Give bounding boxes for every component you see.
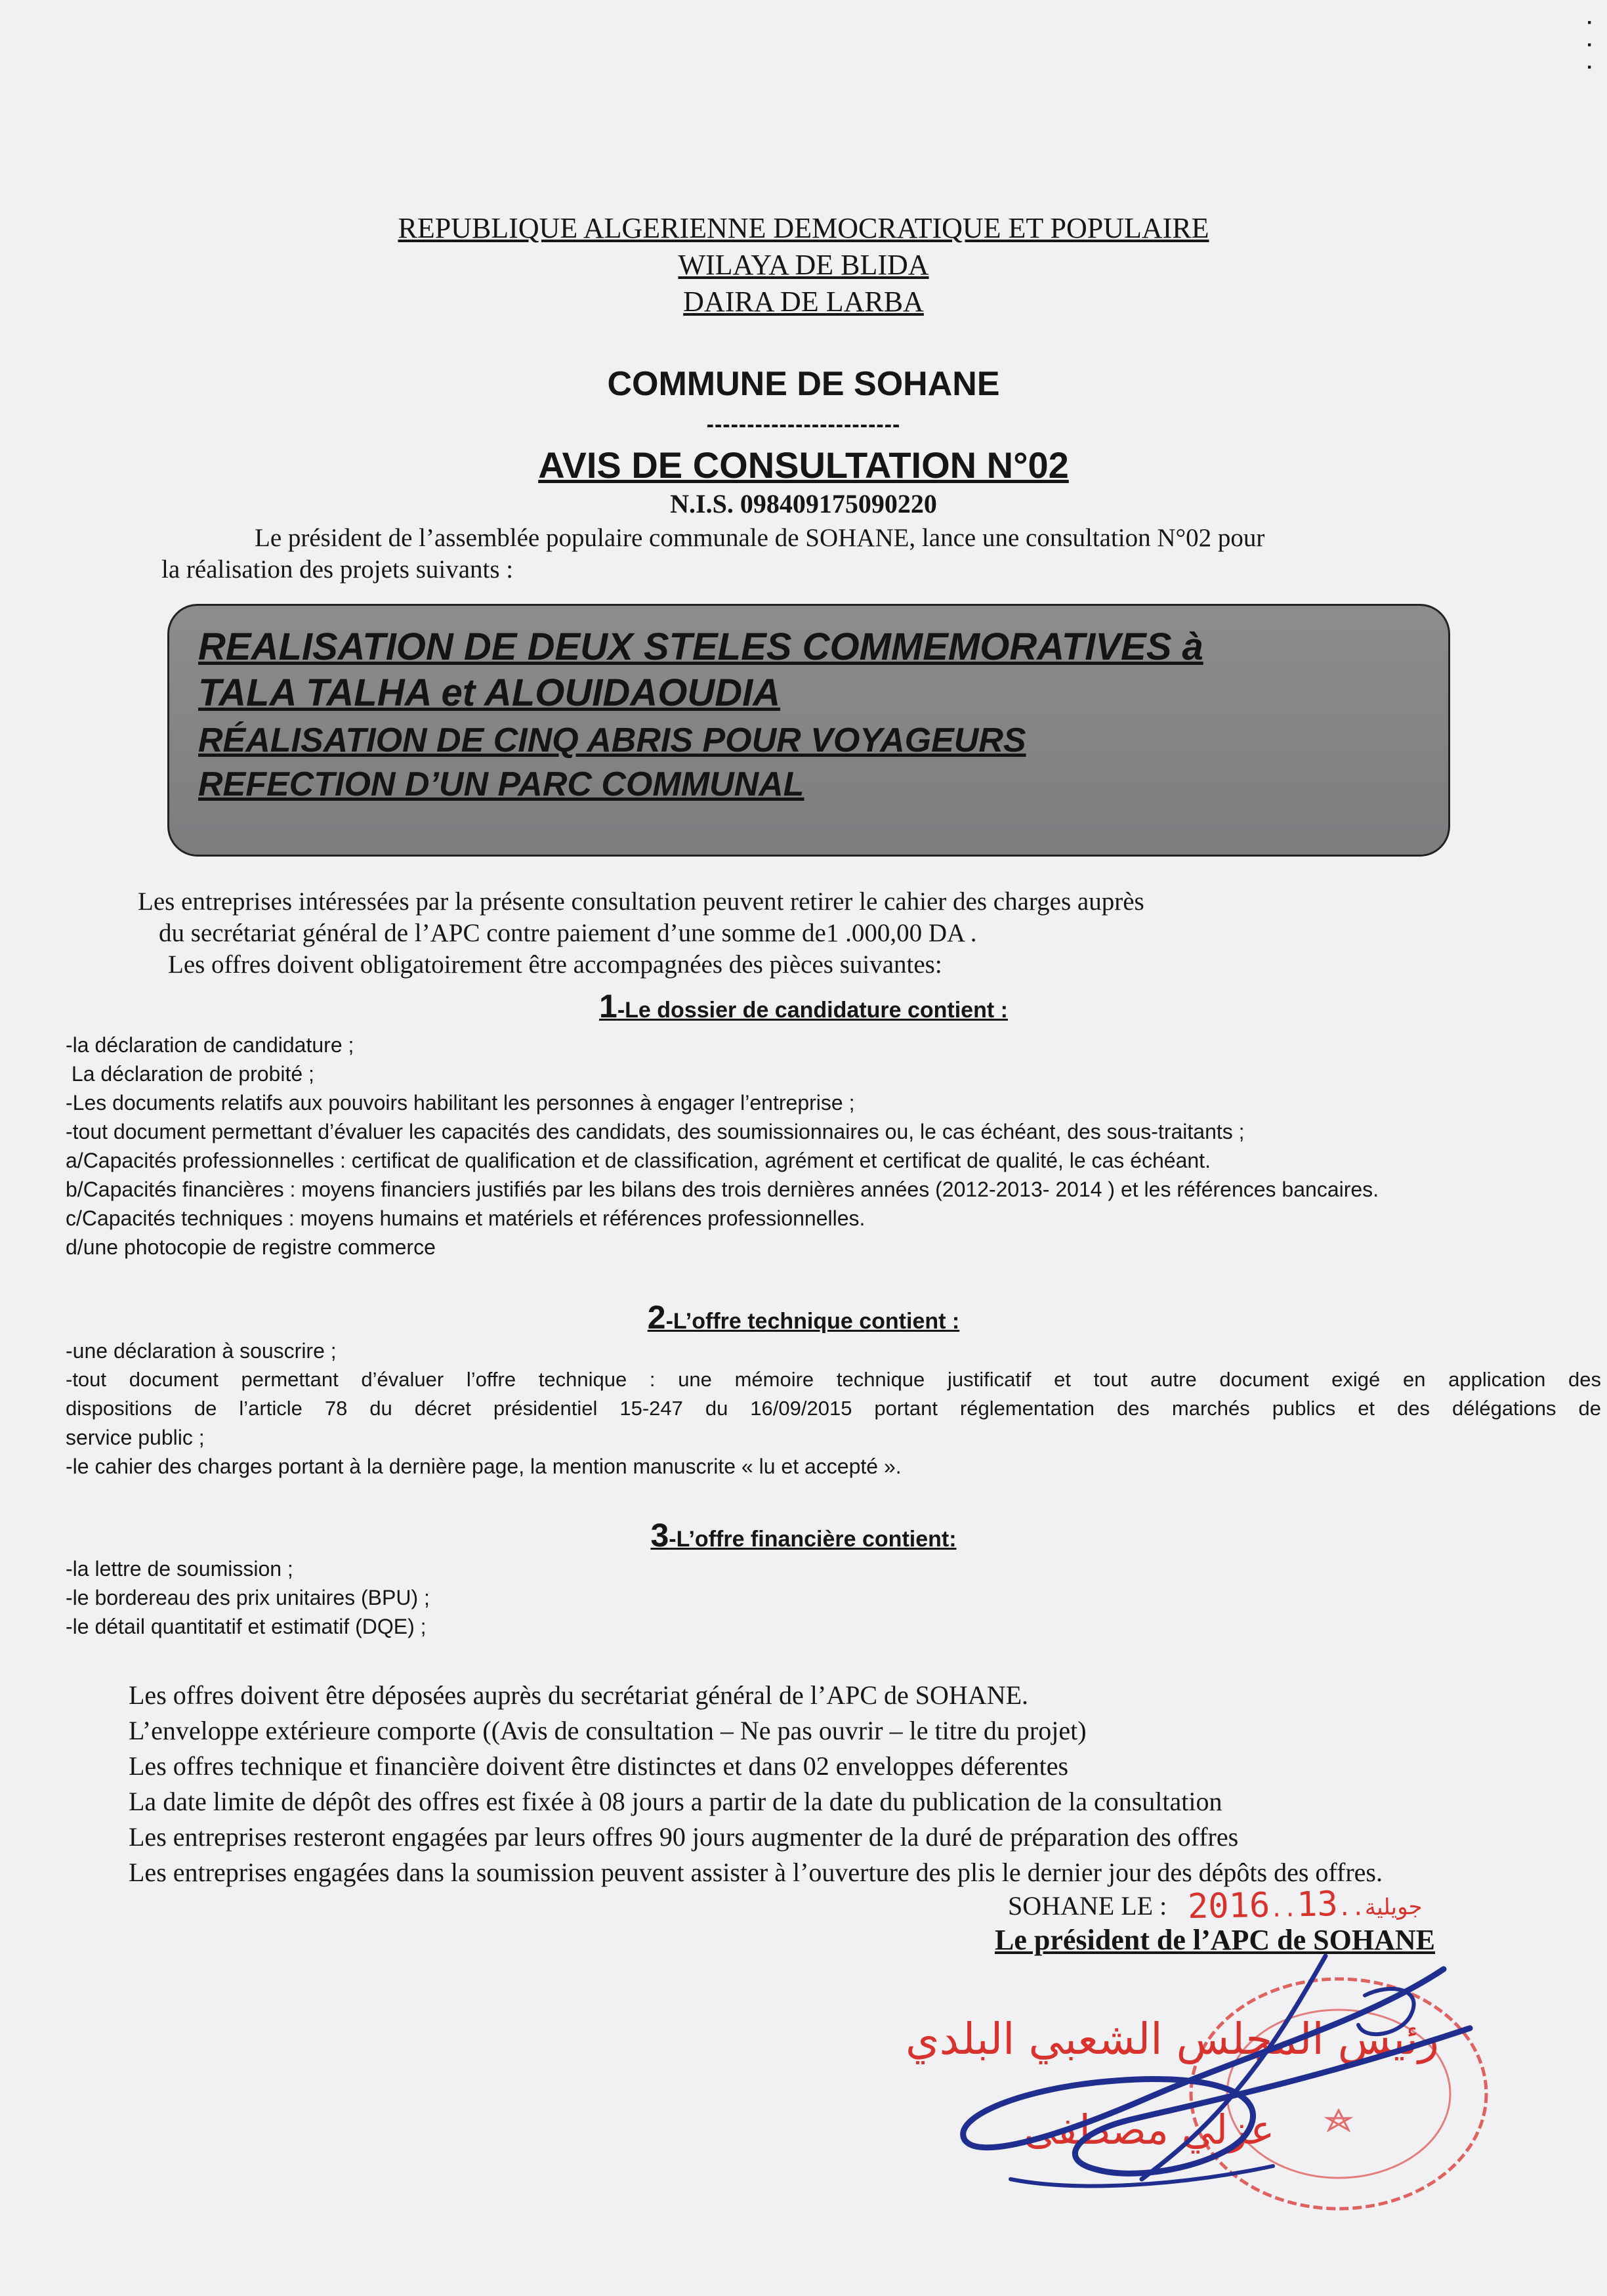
project-line-3: RÉALISATION DE CINQ ABRIS POUR VOYAGEURS bbox=[198, 721, 1026, 759]
section-3-title bbox=[0, 1516, 1607, 1554]
arabic-stamp-title: رئيس المجلس الشعبي البلدي bbox=[906, 2014, 1440, 2064]
closing-line-1: Les offres doivent être déposées auprès du secrétariat général de l’APC de SOHANE. bbox=[129, 1680, 1029, 1710]
header-wilaya: WILAYA DE BLIDA bbox=[678, 249, 929, 281]
closing-line-3: Les offres technique et financière doivent être distinctes et dans 02 enveloppes déferentes bbox=[129, 1751, 1069, 1781]
list-item: -le bordereau des prix unitaires (BPU) ; bbox=[66, 1586, 430, 1609]
corner-marks: · · · bbox=[1587, 12, 1593, 78]
closing-line-5: Les entreprises resteront engagées par leurs offres 90 jours augmenter de la duré de préparation des offres bbox=[129, 1822, 1239, 1852]
list-item: -une déclaration à souscrire ; bbox=[66, 1339, 337, 1363]
stamp-day: 13 bbox=[1296, 1884, 1339, 1925]
list-item: -le détail quantitatif et estimatif (DQE) ; bbox=[66, 1615, 427, 1638]
list-item: c/Capacités techniques : moyens humains et matériels et références professionnelles. bbox=[66, 1206, 866, 1230]
stamp-year: 2016 bbox=[1187, 1885, 1270, 1927]
list-item: dispositions de l’article 78 du décret présidentiel 15-247 du 16/09/2015 portant réglementation des marchés publics et des délégations de bbox=[66, 1397, 1601, 1420]
place-date: SOHANE LE : bbox=[1008, 1891, 1167, 1921]
intro-line-2: la réalisation des projets suivants : bbox=[161, 555, 514, 584]
list-item: b/Capacités financières : moyens financiers justifiés par les bilans des trois dernières années (2012-2013- 2014 ) et les références bancaires. bbox=[66, 1178, 1379, 1201]
closing-line-4: La date limite de dépôt des offres est fixée à 08 jours a partir de la date du publication de la consultation bbox=[129, 1787, 1222, 1816]
project-line-4: REFECTION D’UN PARC COMMUNAL bbox=[198, 765, 804, 803]
closing-line-2: L’enveloppe extérieure comporte ((Avis de consultation – Ne pas ouvrir – le titre du projet) bbox=[129, 1716, 1087, 1745]
stamp-dots: .. bbox=[1269, 1896, 1297, 1923]
list-item: service public ; bbox=[66, 1426, 205, 1449]
header-republic: REPUBLIQUE ALGERIENNE DEMOCRATIQUE ET POPULAIRE bbox=[398, 212, 1209, 244]
nis-number: N.I.S. 098409175090220 bbox=[670, 489, 937, 519]
para-line-2: du secrétariat général de l’APC contre paiement d’une somme de1 .000,00 DA . bbox=[159, 919, 977, 947]
arabic-stamp-name: عزلي مصطفى bbox=[1024, 2106, 1275, 2154]
project-line-1: REALISATION DE DEUX STELES COMMEMORATIVES à bbox=[198, 626, 1203, 668]
list-item: d/une photocopie de registre commerce bbox=[66, 1235, 436, 1259]
list-item: -Les documents relatifs aux pouvoirs habilitant les personnes à engager l’entreprise ; bbox=[66, 1091, 855, 1115]
section-3-number: 3 bbox=[650, 1517, 669, 1554]
list-item: La déclaration de probité ; bbox=[66, 1062, 314, 1086]
list-item: -la déclaration de candidature ; bbox=[66, 1033, 354, 1057]
project-line-2: TALA TALHA et ALOUIDAOUDIA bbox=[198, 671, 781, 714]
stamp-month: جويلية bbox=[1364, 1893, 1423, 1921]
section-2-label: -L’offre technique contient : bbox=[665, 1309, 960, 1334]
signatory-title: Le président de l’APC de SOHANE bbox=[995, 1924, 1435, 1956]
para-line-3: Les offres doivent obligatoirement être accompagnées des pièces suivantes: bbox=[168, 950, 942, 979]
para-line-1: Les entreprises intéressées par la présente consultation peuvent retirer le cahier des charges auprès bbox=[138, 887, 1144, 916]
list-item: -tout document permettant d’évaluer l’offre technique : une mémoire technique justificatif et tout autre document exigé en application des bbox=[66, 1368, 1601, 1391]
section-3-label: -L’offre financière contient: bbox=[669, 1527, 957, 1552]
document-title: AVIS DE CONSULTATION N°02 bbox=[538, 444, 1069, 486]
list-item: -la lettre de soumission ; bbox=[66, 1557, 293, 1581]
date-stamp bbox=[1188, 1883, 1423, 1926]
section-1-number: 1 bbox=[599, 988, 617, 1025]
header-daira: DAIRA DE LARBA bbox=[683, 286, 924, 318]
section-2-number: 2 bbox=[647, 1299, 666, 1336]
title-separator: ------------------------ bbox=[706, 412, 901, 437]
commune-title: COMMUNE DE SOHANE bbox=[607, 365, 1000, 403]
section-1-title bbox=[0, 987, 1607, 1025]
section-2-title bbox=[0, 1298, 1607, 1336]
closing-line-6: Les entreprises engagées dans la soumission peuvent assister à l’ouverture des plis le dernier jour des dépôts des offres. bbox=[129, 1858, 1383, 1887]
stamp-dots: .. bbox=[1337, 1894, 1366, 1922]
list-item: a/Capacités professionnelles : certificat de qualification et de classification, agrément et certificat de qualité, le cas échéant. bbox=[66, 1149, 1211, 1172]
list-item: -le cahier des charges portant à la dernière page, la mention manuscrite « lu et accepté ». bbox=[66, 1455, 902, 1478]
section-1-label: -Le dossier de candidature contient : bbox=[617, 998, 1008, 1023]
handwritten-signature bbox=[906, 1943, 1496, 2219]
list-item: -tout document permettant d’évaluer les capacités des candidats, des soumissionnaires ou, le cas échéant, des sous-traitants ; bbox=[66, 1120, 1245, 1143]
intro-line-1: Le président de l’assemblée populaire communale de SOHANE, lance une consultation N°02 pour bbox=[255, 524, 1265, 552]
